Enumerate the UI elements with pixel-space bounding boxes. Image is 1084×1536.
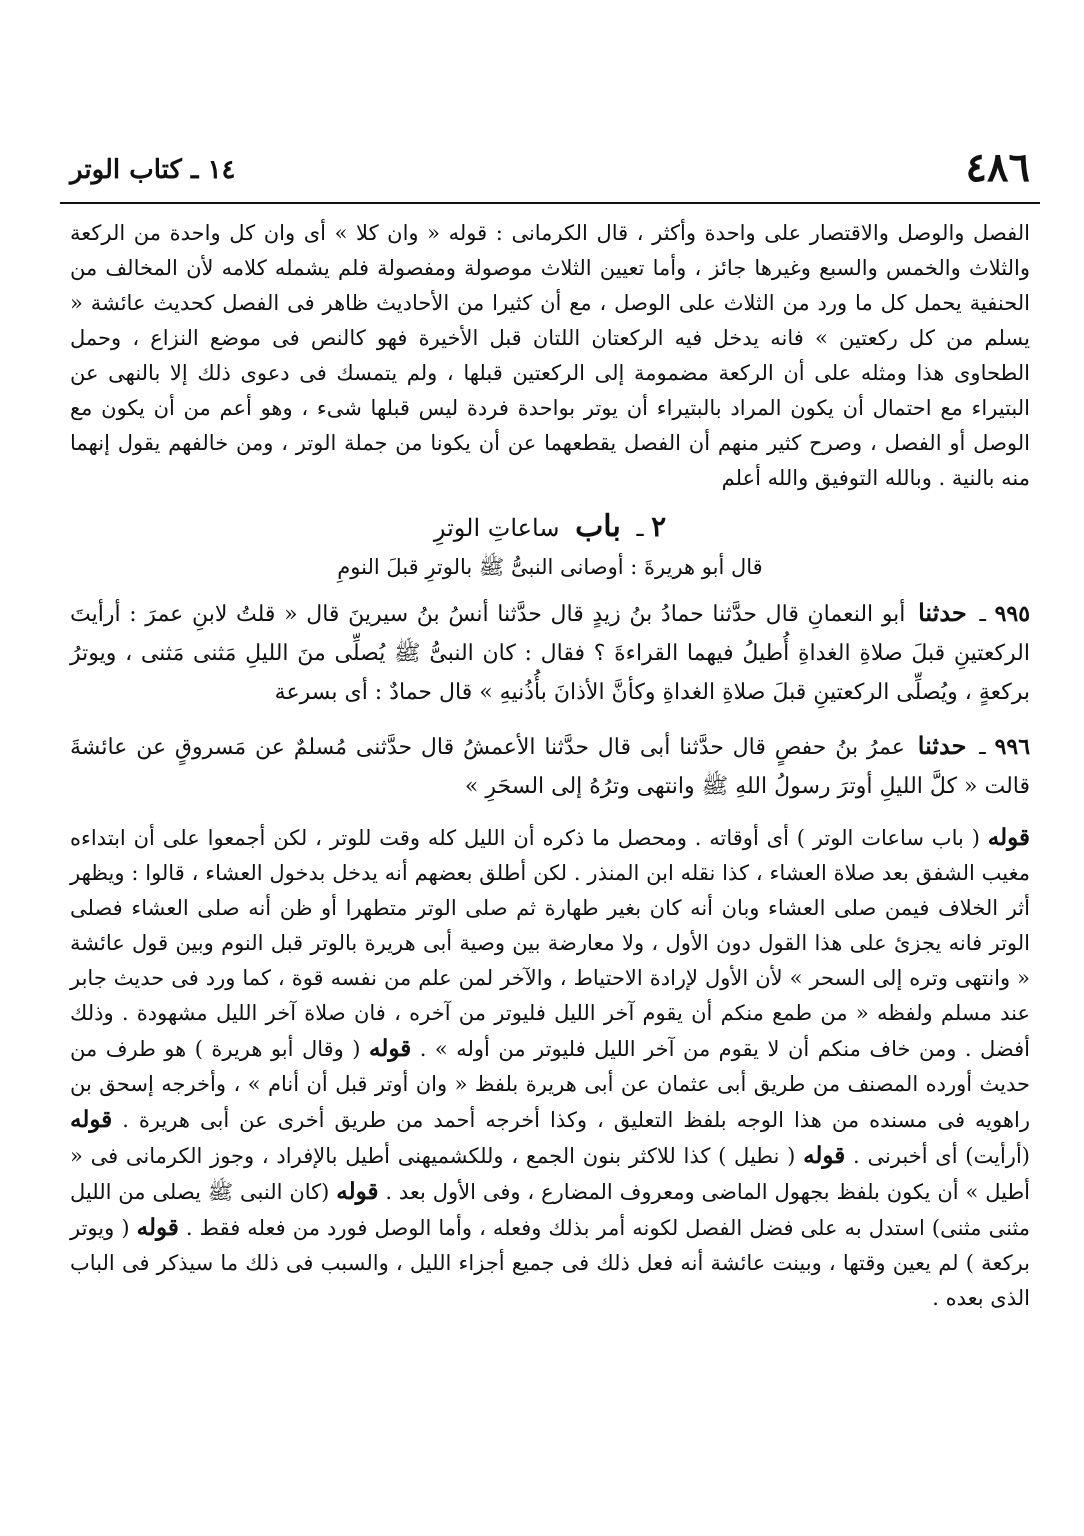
chapter-heading: [70, 506, 1030, 549]
hadith-number: ٩٩٥: [994, 601, 1031, 627]
header-rule: [60, 202, 1040, 204]
commentary-text: (أرأيت) أى أخبرنى .: [853, 1144, 1030, 1168]
hadith-keyword: حدثنا: [917, 731, 967, 760]
chapter-title: ساعاتِ الوترِ: [433, 514, 560, 542]
commentary-keyword: قوله: [987, 824, 1030, 851]
intro-paragraph: الفصل والوصل والاقتصار على واحدة وأكثر ، قال الكرمانى : قوله « وان كلا » أى وان كل واحدة من الركعة والثلاث والخمس والسبع وغيرها جائز ، وأما تعيين الثلاث موصولة ومفصولة فلم يشمله كلامه لأن المخالف من الحنفية يحمل كل ما ورد من الثلاث على الوصل ، مع أن كثيرا من الأحاديث ظاهر فى الفصل كحديث عائشة « يسلم من كل ركعتين » فانه يدخل فيه الركعتان اللتان قبل الأخيرة فهو كالنص فى موضع النزاع ، وحمل الطحاوى هذا ومثله على أن الركعة مضمومة إلى الركعتين قبلها ، ولم يتمسك فى دعوى ذلك إلا بالنهى عن البتيراء مع احتمال أن يكون المراد بالبتيراء أن يوتر بواحدة فردة ليس قبلها شىء ، وهو أعم من أن يكون مع الوصل أو الفصل ، وصرح كثير منهم أن الفصل يقطعهما عن أن يكونا من جملة الوتر ، ومن خالفهم يقول إنهما منه بالنية . وبالله التوفيق والله أعلم: [70, 221, 1030, 490]
book-page: [70, 140, 1031, 1310]
chapter-epigraph: قال أبو هريرةَ : أوصانى النبىُّ ﷺ بالوترِ قبلَ النومِ: [337, 555, 763, 579]
hadith-keyword: حدثنا: [918, 598, 967, 627]
chapter-number: ٢: [651, 510, 667, 543]
commentary-keyword: قوله: [70, 1106, 113, 1133]
hadith-number: ٩٩٦: [994, 734, 1031, 760]
commentary-keyword: قوله: [136, 1214, 179, 1241]
chapter-dash: ـ: [636, 514, 644, 542]
hadith-text: عمرُ بنُ حفصٍ قال حدَّثنا أبى قال حدَّثنا الأعمشُ قال حدَّثنى مُسلمٌ عن مَسروقٍ عن عائشةَ قالت « كلَّ الليلِ أوترَ رسولُ اللهِ ﷺ وانتهى وترُهُ إلى السحَرِ »: [70, 735, 1030, 799]
page-header: [70, 140, 1030, 196]
hadith-dash: ـ: [979, 735, 986, 760]
page-body: [70, 216, 1030, 1316]
running-title: ١٤ ـ كتاب الوتر: [70, 155, 236, 185]
commentary-text: (كان النبى ﷺ يصلى من الليل مثنى مثنى) استدل به على فضل الفصل لكونه أمر بذلك وفعله ، وأما الوصل فورد من فعله فقط .: [70, 1180, 1030, 1240]
chapter-word: باب: [575, 509, 621, 544]
commentary-text: ( وقال أبو هريرة ) هو طرف من حديث أورده المصنف من طريق أبى عثمان عن أبى هريرة بلفظ « وان أوتر قبل أن أنام » ، وأخرجه إسحق بن راهويه فى مسنده من هذا الوجه بلفظ التعليق ، وكذا أخرجه أحمد من طريق أخرى عن أبى هريرة .: [70, 1037, 1030, 1132]
hadith-text: أبو النعمانِ قال حدَّثنا حمادُ بنُ زيدٍ قال حدَّثنا أنسُ بنُ سيرينَ قال « قلتُ لابنِ عمرَ : أرأيتَ الركعتينِ قبلَ صلاةِ الغداةِ أُطيلُ فيهما القراءةَ ؟ فقال : كان النبىُّ ﷺ يُصلِّى منَ الليلِ مَثنى مَثنى ، ويوترُ بركعةٍ ، ويُصلِّى الركعتينِ قبلَ صلاةِ الغداةِ وكأنَّ الأذانَ بأُذُنيهِ » قال حمادٌ : أى بسرعة: [70, 602, 1030, 705]
commentary-keyword: قوله: [803, 1142, 846, 1169]
commentary-text: ( نطيل ) كذا للاكثر بنون الجمع ، وللكشميهنى أطيل بالإفراد ، وجوز الكرمانى فى « أطيل » أن يكون بلفظ بجهول الماضى ومعروف المضارع ، وفى الأول بعد .: [70, 1144, 1030, 1204]
hadith-995: [70, 593, 1030, 712]
commentary-keyword: قوله: [336, 1178, 379, 1205]
page-number: ٤٨٦: [965, 144, 1030, 191]
commentary-text: ( باب ساعات الوتر ) أى أوقاته . ومحصل ما ذكره أن الليل كله وقت للوتر ، لكن أجمعوا على أن ابتداءه مغيب الشفق بعد صلاة العشاء ، كذا نقله ابن المنذر . لكن أطلق بعضهم أنه يدخل بدخول العشاء ، قالوا : ويظهر أثر الخلاف فيمن صلى العشاء وبان أنه كان بغير طهارة ثم صلى الوتر متطهرا أو ظن أنه صلى العشاء فصلى الوتر فانه يجزئ على هذا القول دون الأول ، ولا معارضة بين وصية أبى هريرة بالوتر قبل النوم وبين قول عائشة « وانتهى وتره إلى السحر » لأن الأول لإرادة الاحتياط ، والآخر لمن علم من نفسه قوة ، كما ورد فى حديث جابر عند مسلم ولفظه « من طمع منكم أن يقوم آخر الليل فليوتر من آخره ، فان صلاة آخر الليل مشهودة . وذلك أفضل . ومن خاف منكم أن لا يقوم من آخر الليل فليوتر من أوله » .: [70, 826, 1030, 1061]
commentary: [70, 820, 1030, 1316]
hadith-dash: ـ: [979, 602, 986, 627]
commentary-keyword: قوله: [369, 1035, 412, 1062]
commentary-text: ( ويوتر بركعة ) لم يعين وقتها ، وبينت عائشة أنه فعل ذلك فى جميع أجزاء الليل ، والسبب فى ذلك ما سيذكر فى الباب الذى بعده .: [70, 1216, 1030, 1310]
hadith-996: [70, 726, 1030, 806]
